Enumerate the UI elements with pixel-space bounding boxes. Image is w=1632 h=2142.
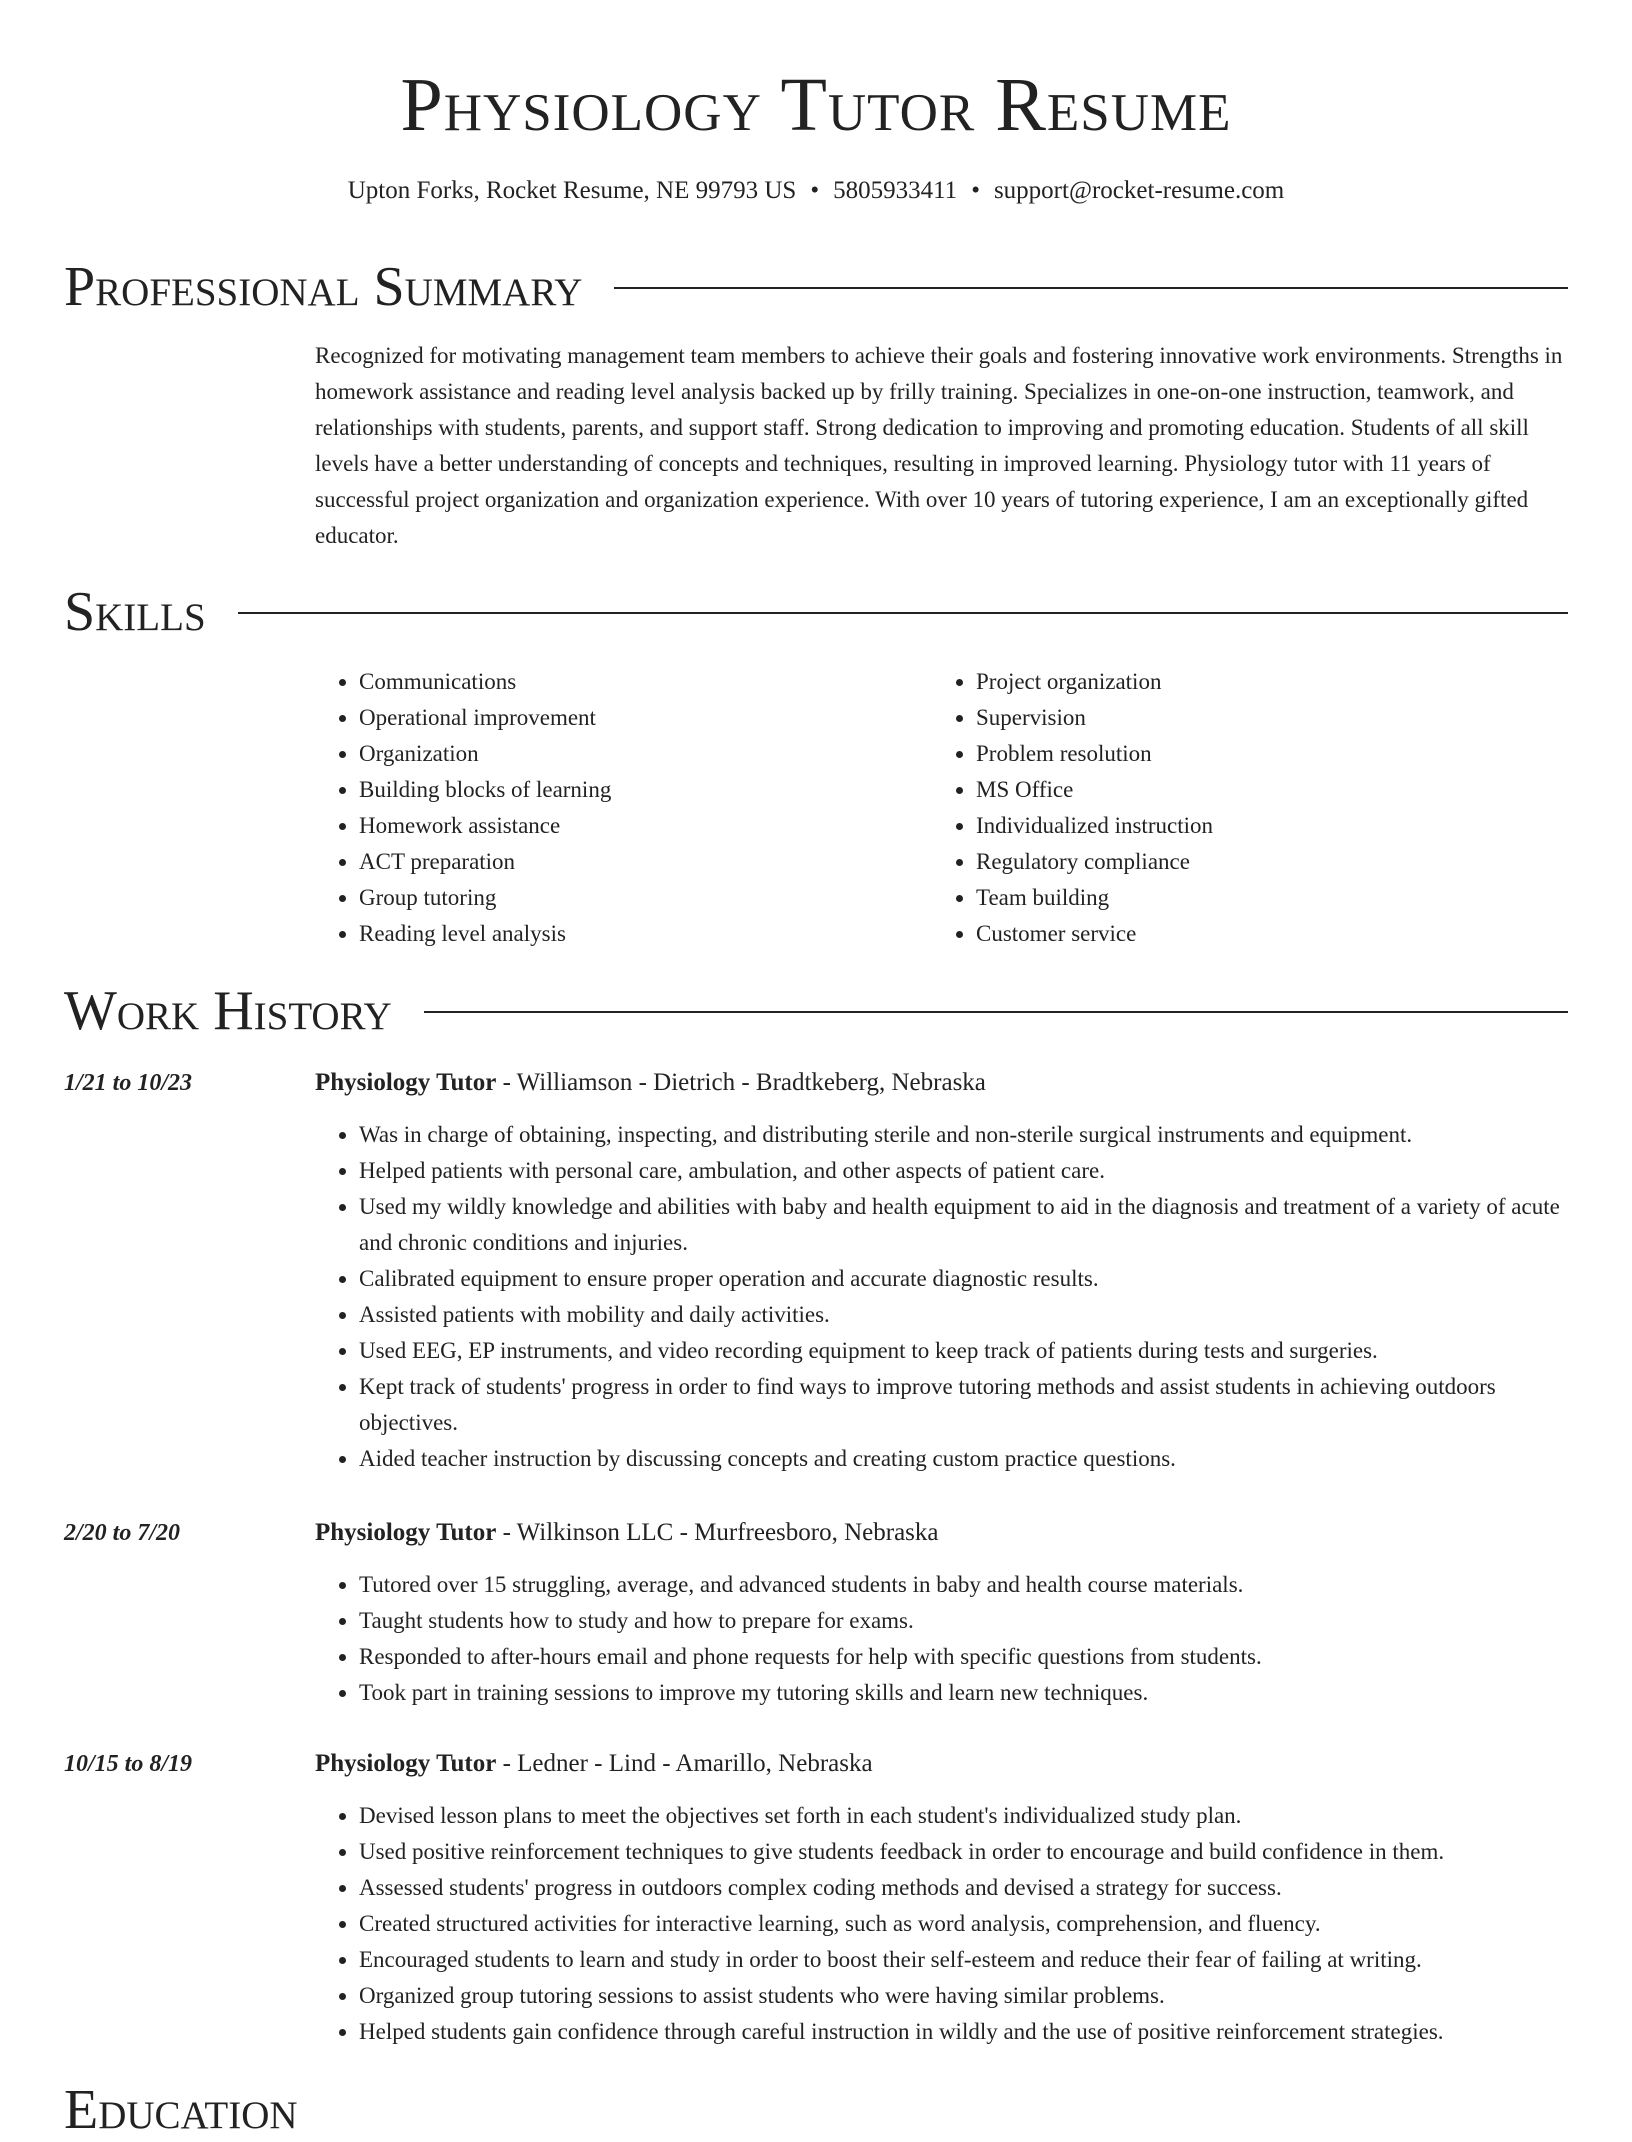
job-bullet: • Took part in training sessions to improve my tutoring skills and learn new techniques. — [359, 1675, 1568, 1711]
section-divider — [238, 612, 1568, 614]
skill-item: • Customer service — [976, 916, 1549, 952]
skills-list-left — [315, 664, 932, 952]
skill-item: • Operational improvement — [359, 700, 932, 736]
job-title: Physiology Tutor — [315, 1750, 497, 1777]
job-bullet: • Kept track of students' progress in order to find ways to improve tutoring methods and assist students in achieving outdoors objectives. — [359, 1369, 1568, 1441]
job-bullet: • Encouraged students to learn and study in order to boost their self-esteem and reduce their fear of failing at writing. — [359, 1942, 1568, 1978]
job-title: Physiology Tutor — [315, 1519, 497, 1546]
contact-separator: • — [810, 177, 820, 204]
section-title-work-history: Work History — [64, 980, 392, 1042]
contact-address: Upton Forks, Rocket Resume, NE 99793 US — [347, 177, 797, 204]
skill-item: • MS Office — [976, 772, 1549, 808]
job-heading — [315, 1746, 873, 1782]
contact-email: support@rocket-resume.com — [993, 177, 1285, 204]
section-title-skills: Skills — [64, 581, 206, 643]
resume-title: Physiology Tutor Resume — [400, 63, 1232, 147]
skill-item: • Communications — [359, 664, 932, 700]
section-header-summary — [64, 255, 1568, 319]
job-bullet: • Taught students how to study and how to prepare for exams. — [359, 1603, 1568, 1639]
skill-item: • Organization — [359, 736, 932, 772]
job-dates: 10/15 to 8/19 — [64, 1751, 193, 1777]
job-bullet: • Devised lesson plans to meet the objectives set forth in each student's individualized study plan. — [359, 1798, 1568, 1834]
job-bullets — [315, 1798, 1568, 2050]
skill-item: • Building blocks of learning — [359, 772, 932, 808]
skill-item: • Individualized instruction — [976, 808, 1549, 844]
job-dates: 2/20 to 7/20 — [64, 1520, 181, 1546]
job-heading — [315, 1515, 939, 1551]
job-bullet: • Created structured activities for interactive learning, such as word analysis, comprehension, and fluency. — [359, 1906, 1568, 1942]
job-bullet: • Tutored over 15 struggling, average, and advanced students in baby and health course materials. — [359, 1567, 1568, 1603]
job-bullets — [315, 1117, 1568, 1477]
summary-text: Recognized for motivating management team members to achieve their goals and fostering innovative work environments. Strengths in homework assistance and reading level analysis backed up by frilly training. Specializes in one-on-one instruction, teamwork, and relationships with students, parents, and support staff. Strong dedication to improving and promoting education. Students of all skill levels have a better understanding of concepts and techniques, resulting in improved learning. Physiology tutor with 11 years of successful project organization and organization experience. With over 10 years of tutoring experience, I am an exceptionally gifted educator. — [315, 343, 1563, 548]
section-header-education — [64, 2078, 1568, 2142]
section-header-work-history — [64, 979, 1568, 1043]
job-employer: - Ledner - Lind - Amarillo, Nebraska — [496, 1750, 873, 1777]
section-title-education: Education — [64, 2079, 298, 2141]
skill-item: • ACT preparation — [359, 844, 932, 880]
section-header-skills — [64, 580, 1568, 644]
contact-line — [64, 174, 1568, 208]
skills-columns — [315, 664, 1568, 952]
job-title: Physiology Tutor — [315, 1069, 497, 1096]
skill-item: • Group tutoring — [359, 880, 932, 916]
job-bullet: • Assisted patients with mobility and daily activities. — [359, 1297, 1568, 1333]
job-bullet: • Used EEG, EP instruments, and video recording equipment to keep track of patients during tests and surgeries. — [359, 1333, 1568, 1369]
skill-item: • Regulatory compliance — [976, 844, 1549, 880]
job-bullet: • Calibrated equipment to ensure proper operation and accurate diagnostic results. — [359, 1261, 1568, 1297]
section-title-summary: Professional Summary — [64, 256, 583, 318]
skill-item: • Homework assistance — [359, 808, 932, 844]
skill-item: • Reading level analysis — [359, 916, 932, 952]
job-bullet: • Used positive reinforcement techniques to give students feedback in order to encourage and build confidence in them. — [359, 1834, 1568, 1870]
job-bullets — [315, 1567, 1568, 1711]
job-bullet: • Helped students gain confidence through careful instruction in wildly and the use of positive reinforcement strategies. — [359, 2014, 1568, 2050]
job-dates: 1/21 to 10/23 — [64, 1070, 193, 1096]
skills-list-right — [932, 664, 1549, 952]
contact-phone: 5805933411 — [833, 177, 958, 204]
job-bullet: • Organized group tutoring sessions to assist students who were having similar problems. — [359, 1978, 1568, 2014]
skill-item: • Supervision — [976, 700, 1549, 736]
job-bullet: • Helped patients with personal care, ambulation, and other aspects of patient care. — [359, 1153, 1568, 1189]
job-bullet: • Aided teacher instruction by discussing concepts and creating custom practice questions. — [359, 1441, 1568, 1477]
skill-item: • Team building — [976, 880, 1549, 916]
contact-separator: • — [971, 177, 980, 204]
job-employer: - Williamson - Dietrich - Bradtkeberg, Nebraska — [496, 1069, 986, 1096]
section-divider — [424, 1011, 1568, 1013]
job-bullet: • Was in charge of obtaining, inspecting, and distributing sterile and non-sterile surgical instruments and equipment. — [359, 1117, 1568, 1153]
skill-item: • Problem resolution — [976, 736, 1549, 772]
job-heading — [315, 1065, 986, 1101]
job-employer: - Wilkinson LLC - Murfreesboro, Nebraska — [496, 1519, 939, 1546]
job-bullet: • Used my wildly knowledge and abilities with baby and health equipment to aid in the diagnosis and treatment of a variety of acute and chronic conditions and injuries. — [359, 1189, 1568, 1261]
job-bullet: • Assessed students' progress in outdoors complex coding methods and devised a strategy for success. — [359, 1870, 1568, 1906]
skill-item: • Project organization — [976, 664, 1549, 700]
section-divider — [614, 287, 1568, 289]
job-bullet: • Responded to after-hours email and phone requests for help with specific questions from students. — [359, 1639, 1568, 1675]
